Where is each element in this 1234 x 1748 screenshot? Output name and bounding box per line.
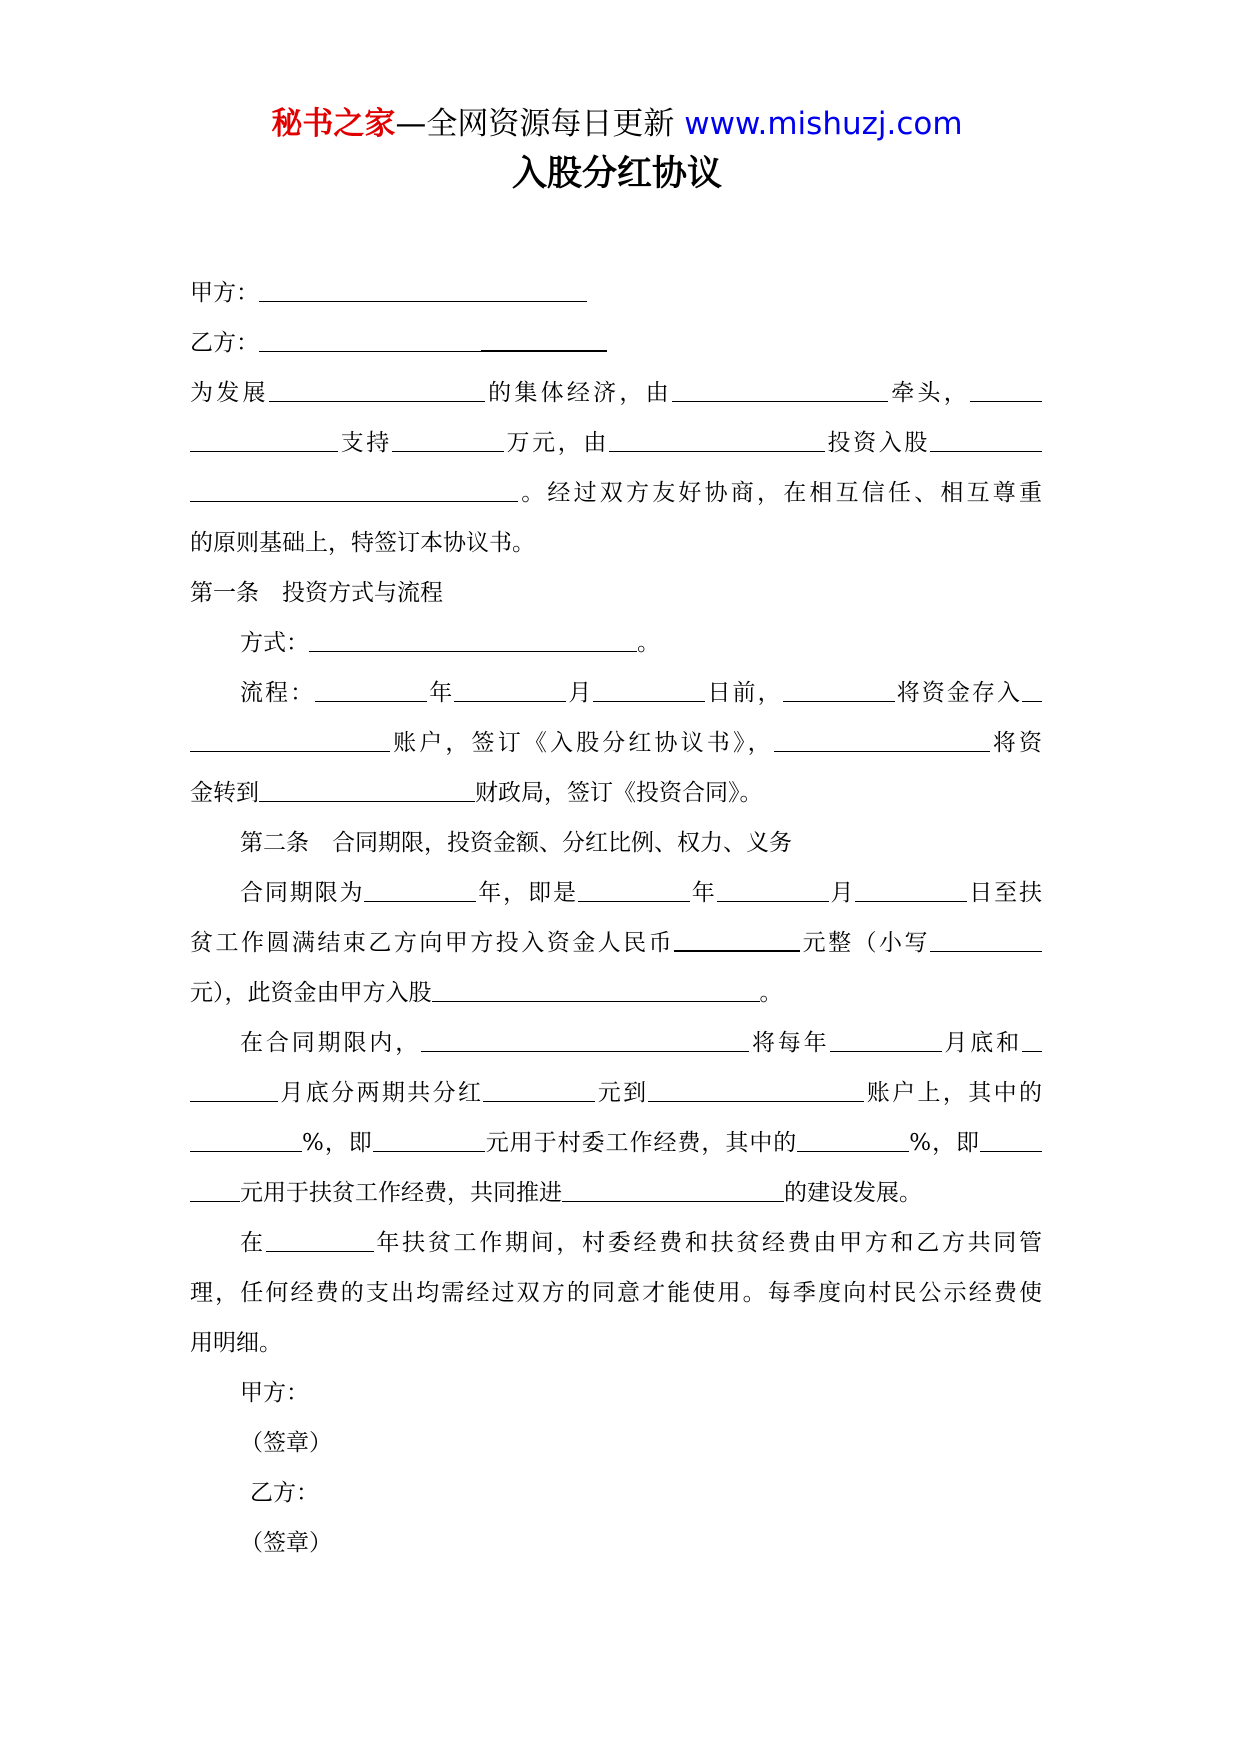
blank [259,800,475,802]
blank [674,949,800,952]
slogan: —全网资源每日更新 [395,106,675,142]
blank [1022,1050,1042,1052]
flow-line-3: 金转到 财政局，签订《投资合同》。 [190,780,763,806]
blank [483,1100,595,1102]
blank [855,900,967,902]
manage-line-1: 在 年扶贫工作期间，村委经费和扶贫经费由甲方和乙方共同管 [240,1230,1042,1256]
blank [454,700,566,702]
blank [672,400,888,402]
blank [593,700,705,702]
intro-line-4: 的原则基础上，特签订本协议书。 [190,530,535,556]
intro-line-1: 为发展 的集体经济，由 牵头， [190,368,1042,418]
term-line-3: 元），此资金由甲方入股 。 [190,980,783,1006]
term-line-1: 合同期限为 年，即是 年 月 日至扶 [240,880,1042,906]
document-body [190,268,1042,1568]
blank [930,950,1042,952]
method-line: 方式： 。 [240,630,660,656]
blank [930,450,1042,452]
flow-line-2: 账户，签订《入股分红协议书》， 将资 [190,718,1042,768]
blank [797,1150,909,1152]
blank [830,1050,942,1052]
document-title: 入股分红协议 [511,154,722,194]
dividend-line-3: %，即 元用于村委工作经费，其中的 %，即 [190,1118,1042,1168]
intro-line-2: 支持 万元，由 投资入股 [190,418,1042,468]
article-2-heading: 第二条 合同期限，投资金额、分红比例、权力、义务 [240,830,792,856]
sign-party-b: 乙方： [250,1480,319,1506]
sign-party-a: 甲方： [240,1380,309,1406]
blank [190,450,338,452]
blank [190,1100,278,1102]
blank [259,350,481,352]
blank [266,1250,374,1252]
dividend-line-2: 月底分两期共分红 元到 账户上，其中的 [190,1068,1042,1118]
blank [481,349,607,352]
article-1-heading: 第一条 投资方式与流程 [190,580,443,606]
manage-line-2: 理，任何经费的支出均需经过双方的同意才能使用。每季度向村民公示经费使 [190,1280,1042,1306]
blank [578,900,690,902]
blank [421,1050,749,1052]
blank [648,1100,864,1102]
blank [717,900,829,902]
party-b-line: 乙方： [190,318,1042,368]
blank [609,450,825,452]
blank [373,1150,485,1152]
party-a-line: 甲方： [190,268,1042,318]
blank [562,1200,784,1202]
site-banner [0,100,1234,148]
blank [970,400,1042,402]
blank [190,1150,302,1152]
site-url[interactable]: www.mishuzj.com [684,106,963,142]
blank [315,700,427,702]
blank [269,400,485,402]
flow-line-1: 流程： 年 月 日前， 将资金存入 [190,668,1042,718]
blank [190,750,390,752]
brand-name: 秘书之家 [271,106,396,142]
dividend-line-1: 在合同期限内， 将每年 月底和 [190,1018,1042,1068]
blank [190,1200,240,1202]
blank [980,1150,1042,1152]
seal-b: （签章） [240,1530,332,1556]
blank [783,700,895,702]
blank [432,1000,760,1002]
blank [364,900,476,902]
blank [190,500,518,502]
blank [774,750,990,752]
seal-a: （签章） [240,1430,332,1456]
blank [309,650,637,652]
dividend-line-4: 元用于扶贫工作经费，共同推进 的建设发展。 [190,1168,1042,1218]
manage-line-3: 用明细。 [190,1330,282,1356]
blank [392,450,504,452]
blank [259,300,587,302]
term-line-2: 贫工作圆满结束乙方向甲方投入资金人民币 元整（小写 [190,918,1042,968]
intro-line-3: 。经过双方友好协商，在相互信任、相互尊重 [190,468,1042,518]
blank [1022,700,1042,702]
